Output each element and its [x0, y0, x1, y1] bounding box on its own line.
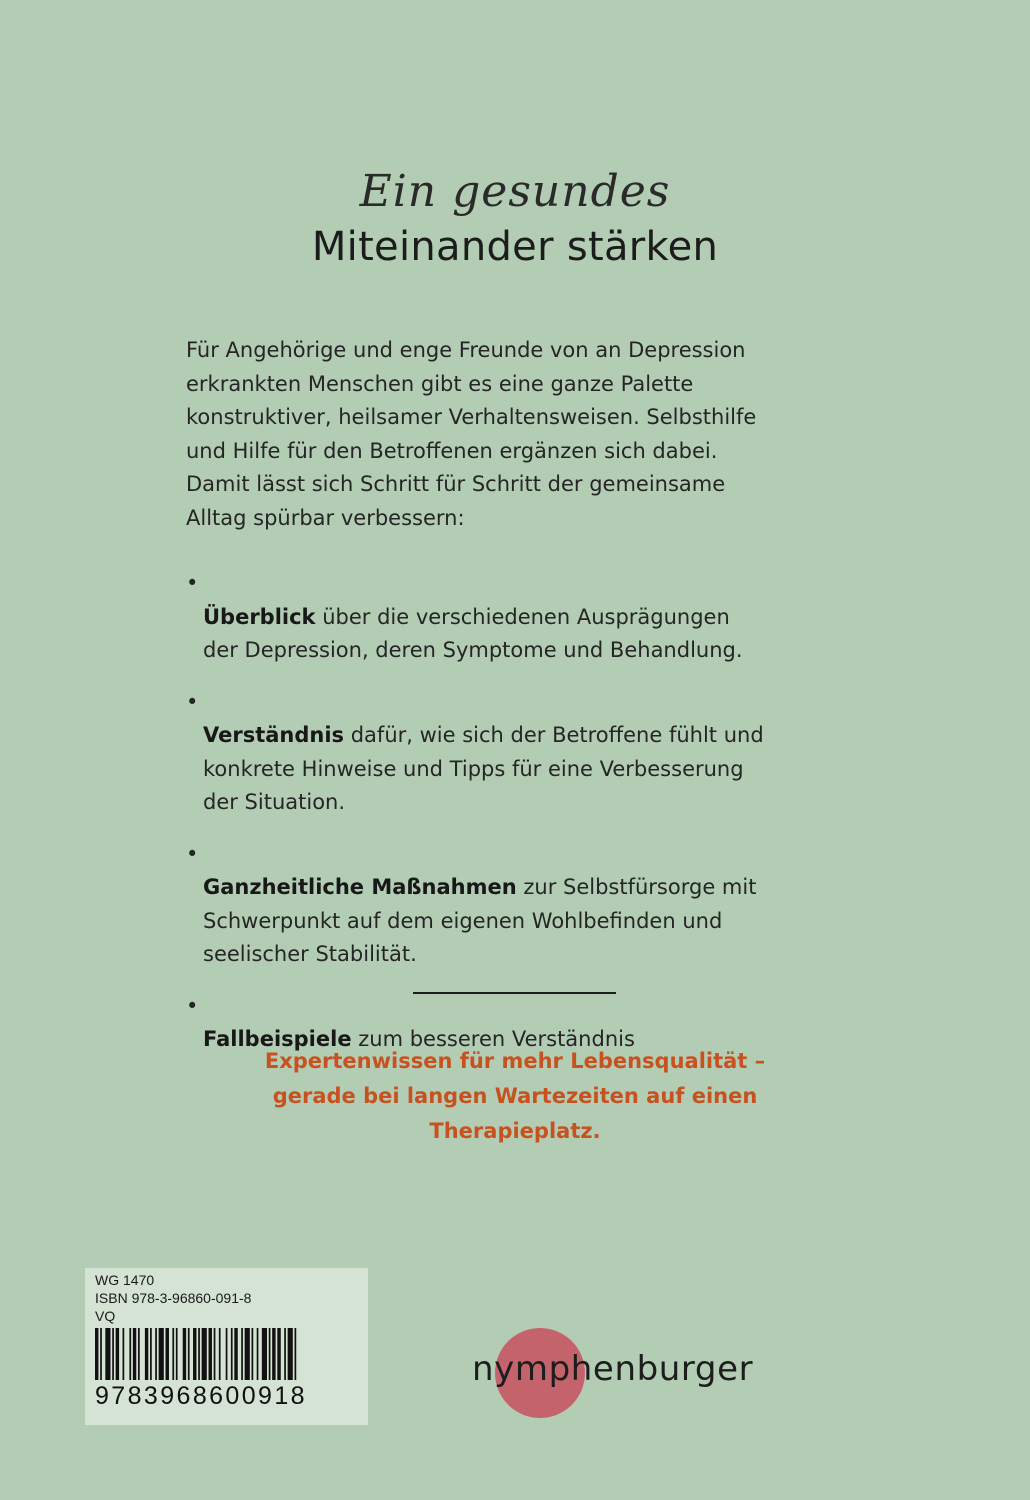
barcode-bar [116, 1328, 119, 1380]
barcode-bar [193, 1328, 196, 1380]
barcode-bar [272, 1328, 275, 1380]
feature-item-title: Fallbeispiele [203, 1027, 352, 1051]
barcode-bar [100, 1328, 102, 1380]
publisher-logo [470, 1328, 810, 1428]
barcode-bar [241, 1328, 243, 1380]
barcode-bar [245, 1328, 250, 1380]
bullet-dot: • [186, 993, 199, 1018]
barcode-bar [219, 1328, 221, 1380]
barcode-bar [112, 1328, 114, 1380]
barcode-bar [123, 1328, 125, 1380]
barcode-bar [145, 1328, 148, 1380]
barcode-bar [295, 1328, 297, 1380]
barcode-bar [209, 1328, 212, 1380]
barcode-bar [269, 1328, 271, 1380]
barcode-bar [172, 1328, 174, 1380]
barcode-bar [198, 1328, 200, 1380]
vendor-code: VQ [95, 1308, 116, 1324]
section-divider [413, 992, 616, 994]
barcode-bar [234, 1328, 237, 1380]
barcode-bar [284, 1328, 286, 1380]
product-group-code: WG 1470 [95, 1272, 155, 1288]
barcode-bars [95, 1328, 357, 1380]
feature-item-text: dafür, wie sich der Betroffene fühlt und konkrete Hinweise und Tipps für eine Verbesserung der Situation. [203, 723, 764, 814]
barcode-bar [226, 1328, 228, 1380]
barcode-bar [95, 1328, 98, 1380]
barcode-bar [188, 1328, 190, 1380]
barcode-panel [85, 1268, 368, 1425]
barcode-bar [231, 1328, 233, 1380]
tagline: Expertenwissen für mehr Lebensqualität – gerade bei langen Wartezeiten auf einen Therapieplatz. [264, 1049, 766, 1143]
barcode-bar [133, 1328, 136, 1380]
barcode-bar [257, 1328, 259, 1380]
barcode-bar [288, 1328, 293, 1380]
barcode-bar [150, 1328, 152, 1380]
isbn-text: ISBN 978-3-96860-091-8 [95, 1290, 252, 1306]
barcode-bar [166, 1328, 169, 1380]
feature-item-understanding [186, 686, 846, 820]
headline-script-line: Ein gesundes [359, 166, 671, 217]
headline-main-line: Miteinander stärken [311, 224, 719, 270]
feature-item-text: zum besseren Verständnis [351, 1027, 635, 1051]
barcode-bar [105, 1328, 110, 1380]
feature-item-title: Ganzheitliche Maßnahmen [203, 875, 517, 899]
feature-list [186, 567, 846, 1057]
barcode-bar [176, 1328, 178, 1380]
feature-item-text: zur Selbstfürsorge mit Schwerpunkt auf dem eigenen Wohlbefinden und seelischer Stabilität. [203, 875, 757, 966]
feature-item-title: Verständnis [203, 723, 345, 747]
barcode-bar [214, 1328, 216, 1380]
publisher-name: nymphenburger [472, 1349, 754, 1389]
intro-paragraph: Für Angehörige und enge Freunde von an Depression erkrankten Menschen gibt es eine ganze Palette konstruktiver, heilsamer Verhaltensweisen. Selbsthilfe und Hilfe für den Betroffenen ergänzen sich dabei. Damit lässt sich Schritt für Schritt der gemeinsame Alltag spürbar verbessern: [186, 338, 757, 530]
bullet-dot: • [186, 689, 199, 714]
barcode-bar [277, 1328, 280, 1380]
feature-item-overview [186, 567, 846, 668]
barcode-bar [159, 1328, 164, 1380]
barcode-bar [202, 1328, 207, 1380]
feature-item-holistic [186, 838, 846, 972]
bullet-dot: • [186, 841, 199, 866]
barcode-bar [262, 1328, 267, 1380]
feature-item-text: über die verschiedenen Ausprägungen der Depression, deren Symptome und Behandlung. [203, 604, 743, 662]
barcode-bar [155, 1328, 157, 1380]
bullet-dot: • [186, 571, 199, 595]
barcode-digits: 9783968600918 [95, 1382, 307, 1410]
barcode-bar [252, 1328, 254, 1380]
barcode-bar [129, 1328, 131, 1380]
barcode-bar [138, 1328, 140, 1380]
barcode-bar [183, 1328, 186, 1380]
feature-item-title: Überblick [203, 604, 316, 629]
